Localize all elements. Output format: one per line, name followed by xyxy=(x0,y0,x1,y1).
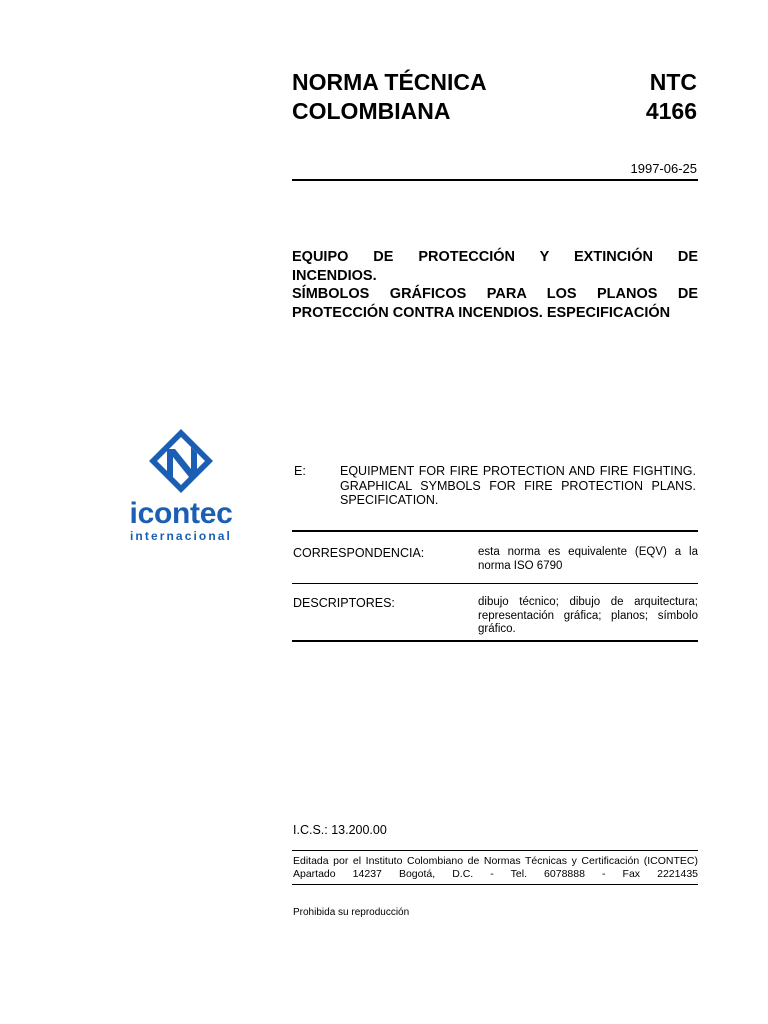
english-line-3: SPECIFICATION. xyxy=(340,493,439,507)
title-line-2: COLOMBIANA xyxy=(292,98,451,124)
title-line-1: NORMA TÉCNICA xyxy=(292,69,487,95)
english-title xyxy=(340,464,696,508)
subject-line-4: PROTECCIÓN CONTRA INCENDIOS. ESPECIFICACIÓN xyxy=(292,304,671,321)
footer-rule xyxy=(292,850,698,851)
english-label: E: xyxy=(294,464,306,478)
subject-title xyxy=(292,248,698,322)
descriptores-value: dibujo técnico; dibujo de arquitectura; representación gráfica; planos; símbolo gráfico. xyxy=(478,596,698,635)
standard-code xyxy=(646,68,697,126)
code-number: 4166 xyxy=(645,98,697,124)
rights-notice: Prohibida su reproducción xyxy=(293,907,410,918)
header-divider xyxy=(292,179,698,181)
descriptores-label: DESCRIPTORES: xyxy=(293,596,395,610)
subject-line-2: INCENDIOS. xyxy=(292,267,377,284)
publisher-line-1: Editada por el Instituto Colombiano de Normas Técnicas y Certificación (ICONTEC) xyxy=(293,855,698,867)
subject-line-1: EQUIPO DE PROTECCIÓN Y EXTINCIÓN DE xyxy=(292,249,698,265)
logo-brand-subtext: internacional xyxy=(130,529,232,543)
info-table-top-rule xyxy=(292,530,698,532)
english-line-2: GRAPHICAL SYMBOLS FOR FIRE PROTECTION PLANS. xyxy=(340,478,696,493)
footer-rule-bottom xyxy=(292,884,698,885)
code-prefix: NTC xyxy=(649,69,697,95)
english-line-1: EQUIPMENT FOR FIRE PROTECTION AND FIRE FIGHTING. xyxy=(340,464,696,478)
subject-line-3: SÍMBOLOS GRÁFICOS PARA LOS PLANOS DE xyxy=(292,286,698,302)
info-table-row-divider xyxy=(292,583,698,584)
ics-code: I.C.S.: 13.200.00 xyxy=(293,823,387,837)
info-table-bottom-rule xyxy=(292,640,698,642)
correspondencia-label: CORRESPONDENCIA: xyxy=(293,546,425,560)
publication-date: 1997-06-25 xyxy=(630,161,697,176)
correspondencia-value: esta norma es equivalente (EQV) a la norma ISO 6790 xyxy=(478,546,698,572)
logo-brand-text: icontec xyxy=(129,497,233,530)
publisher-line-2: Apartado 14237 Bogotá, D.C. - Tel. 6078888 - Fax 2221435 xyxy=(293,867,698,880)
icontec-logo xyxy=(125,428,237,543)
publisher-info xyxy=(293,855,698,880)
standard-title xyxy=(292,68,487,126)
icontec-emblem-icon xyxy=(125,428,237,494)
